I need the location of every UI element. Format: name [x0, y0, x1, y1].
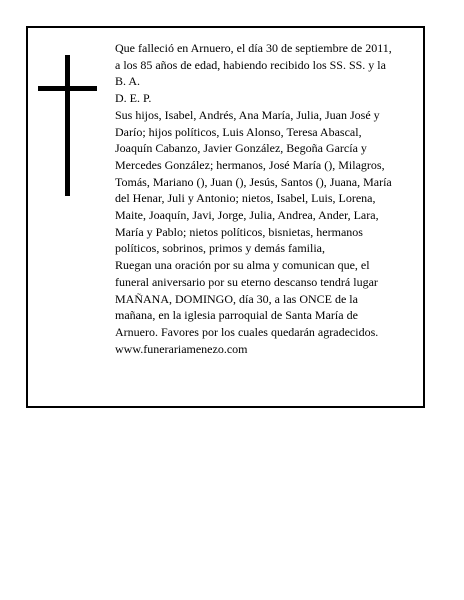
notice-body [115, 40, 396, 357]
notice-request: Ruegan una oración por su alma y comunican que, el funeral aniversario por su eterno descanso tendrá lugar MAÑANA, DOMINGO, día 30, a las ONCE de la mañana, en la iglesia parroquial de Santa María de Arnuero. Favores por los cuales quedarán agradecidos. [115, 258, 379, 339]
notice-rip: D. E. P. [115, 91, 152, 106]
cross-vertical-bar [65, 55, 70, 196]
notice-intro: Que falleció en Arnuero, el día 30 de septiembre de 2011, a los 85 años de edad, habiendo recibido los SS. SS. y la B. A. [115, 41, 392, 89]
notice-website: www.funerariamenezo.com [115, 341, 248, 356]
cross-horizontal-bar [38, 86, 97, 91]
notice-family: Sus hijos, Isabel, Andrés, Ana María, Julia, Juan José y Darío; hijos políticos, Luis Alonso, Teresa Abascal, Joaquín Cabanzo, Javier González, Begoña García y Mercedes González; hermanos, José María (), Milagros, Tomás, Mariano (), Juan (), Jesús, Santos (), Juana, María del Henar, Juli y Antonio; nietos, Isabel, Luis, Lorena, Maite, Joaquín, Javi, Jorge, Julia, Andrea, Ander, Lara, María y Pablo; nietos políticos, bisnietas, hermanos políticos, sobrinos, primos y demás familia, [115, 107, 392, 256]
obituary-notice [26, 26, 425, 408]
